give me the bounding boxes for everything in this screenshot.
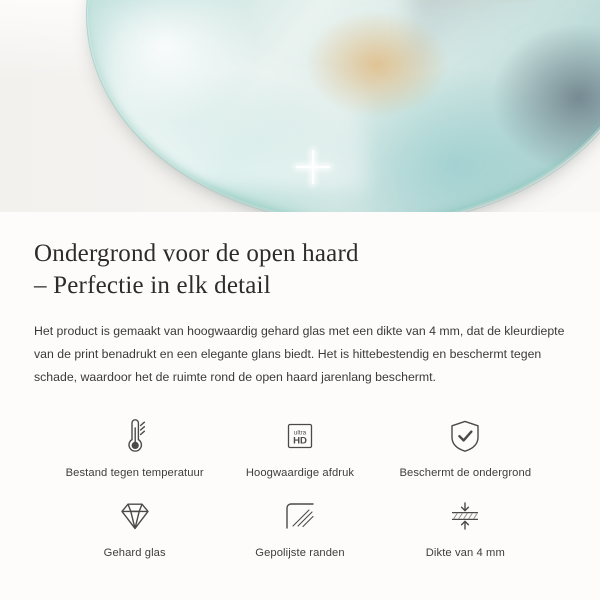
product-description: Het product is gemaakt van hoogwaardig gehard glas met een dikte van 4 mm, dat de kleurdiepte van de print benadrukt en een elegante glans biedt. Het is hittebestendig en beschermt tegen schade, waardoor het de ruimte rond de open haard jarenlang beschermt. (34, 324, 565, 384)
ultra-hd-icon (280, 415, 320, 457)
svg-text:HD: HD (293, 435, 307, 447)
polished-edges-icon (281, 495, 319, 537)
hero-image (0, 0, 600, 212)
feature-label: Gehard glas (103, 547, 166, 559)
feature-grid (34, 415, 566, 559)
feature-label: Hoogwaardige afdruk (245, 467, 355, 479)
headline-line-2: – Perfectie in elk detail (34, 272, 271, 299)
svg-text:ultra: ultra (293, 429, 307, 437)
feature-item-surface-protection (383, 415, 548, 479)
feature-label: Bestand tegen temperatuur (65, 467, 204, 479)
thermometer-icon (118, 415, 152, 457)
feature-label: Beschermt de ondergrond (399, 467, 532, 479)
content-block (0, 212, 600, 559)
shield-check-icon (447, 415, 483, 457)
feature-label: Gepolijste randen (255, 547, 345, 559)
feature-label: Dikte van 4 mm (425, 547, 505, 559)
page-title (34, 238, 566, 302)
glass-plate (86, 0, 600, 212)
feature-item-print-quality (217, 415, 382, 479)
feature-item-thickness (383, 495, 548, 559)
diamond-icon (115, 495, 155, 537)
thickness-arrows-icon (445, 495, 485, 537)
feature-item-tempered-glass (52, 495, 217, 559)
headline-line-1: Ondergrond voor de open haard (34, 240, 359, 267)
feature-item-temperature (52, 415, 217, 479)
feature-item-polished-edges (217, 495, 382, 559)
